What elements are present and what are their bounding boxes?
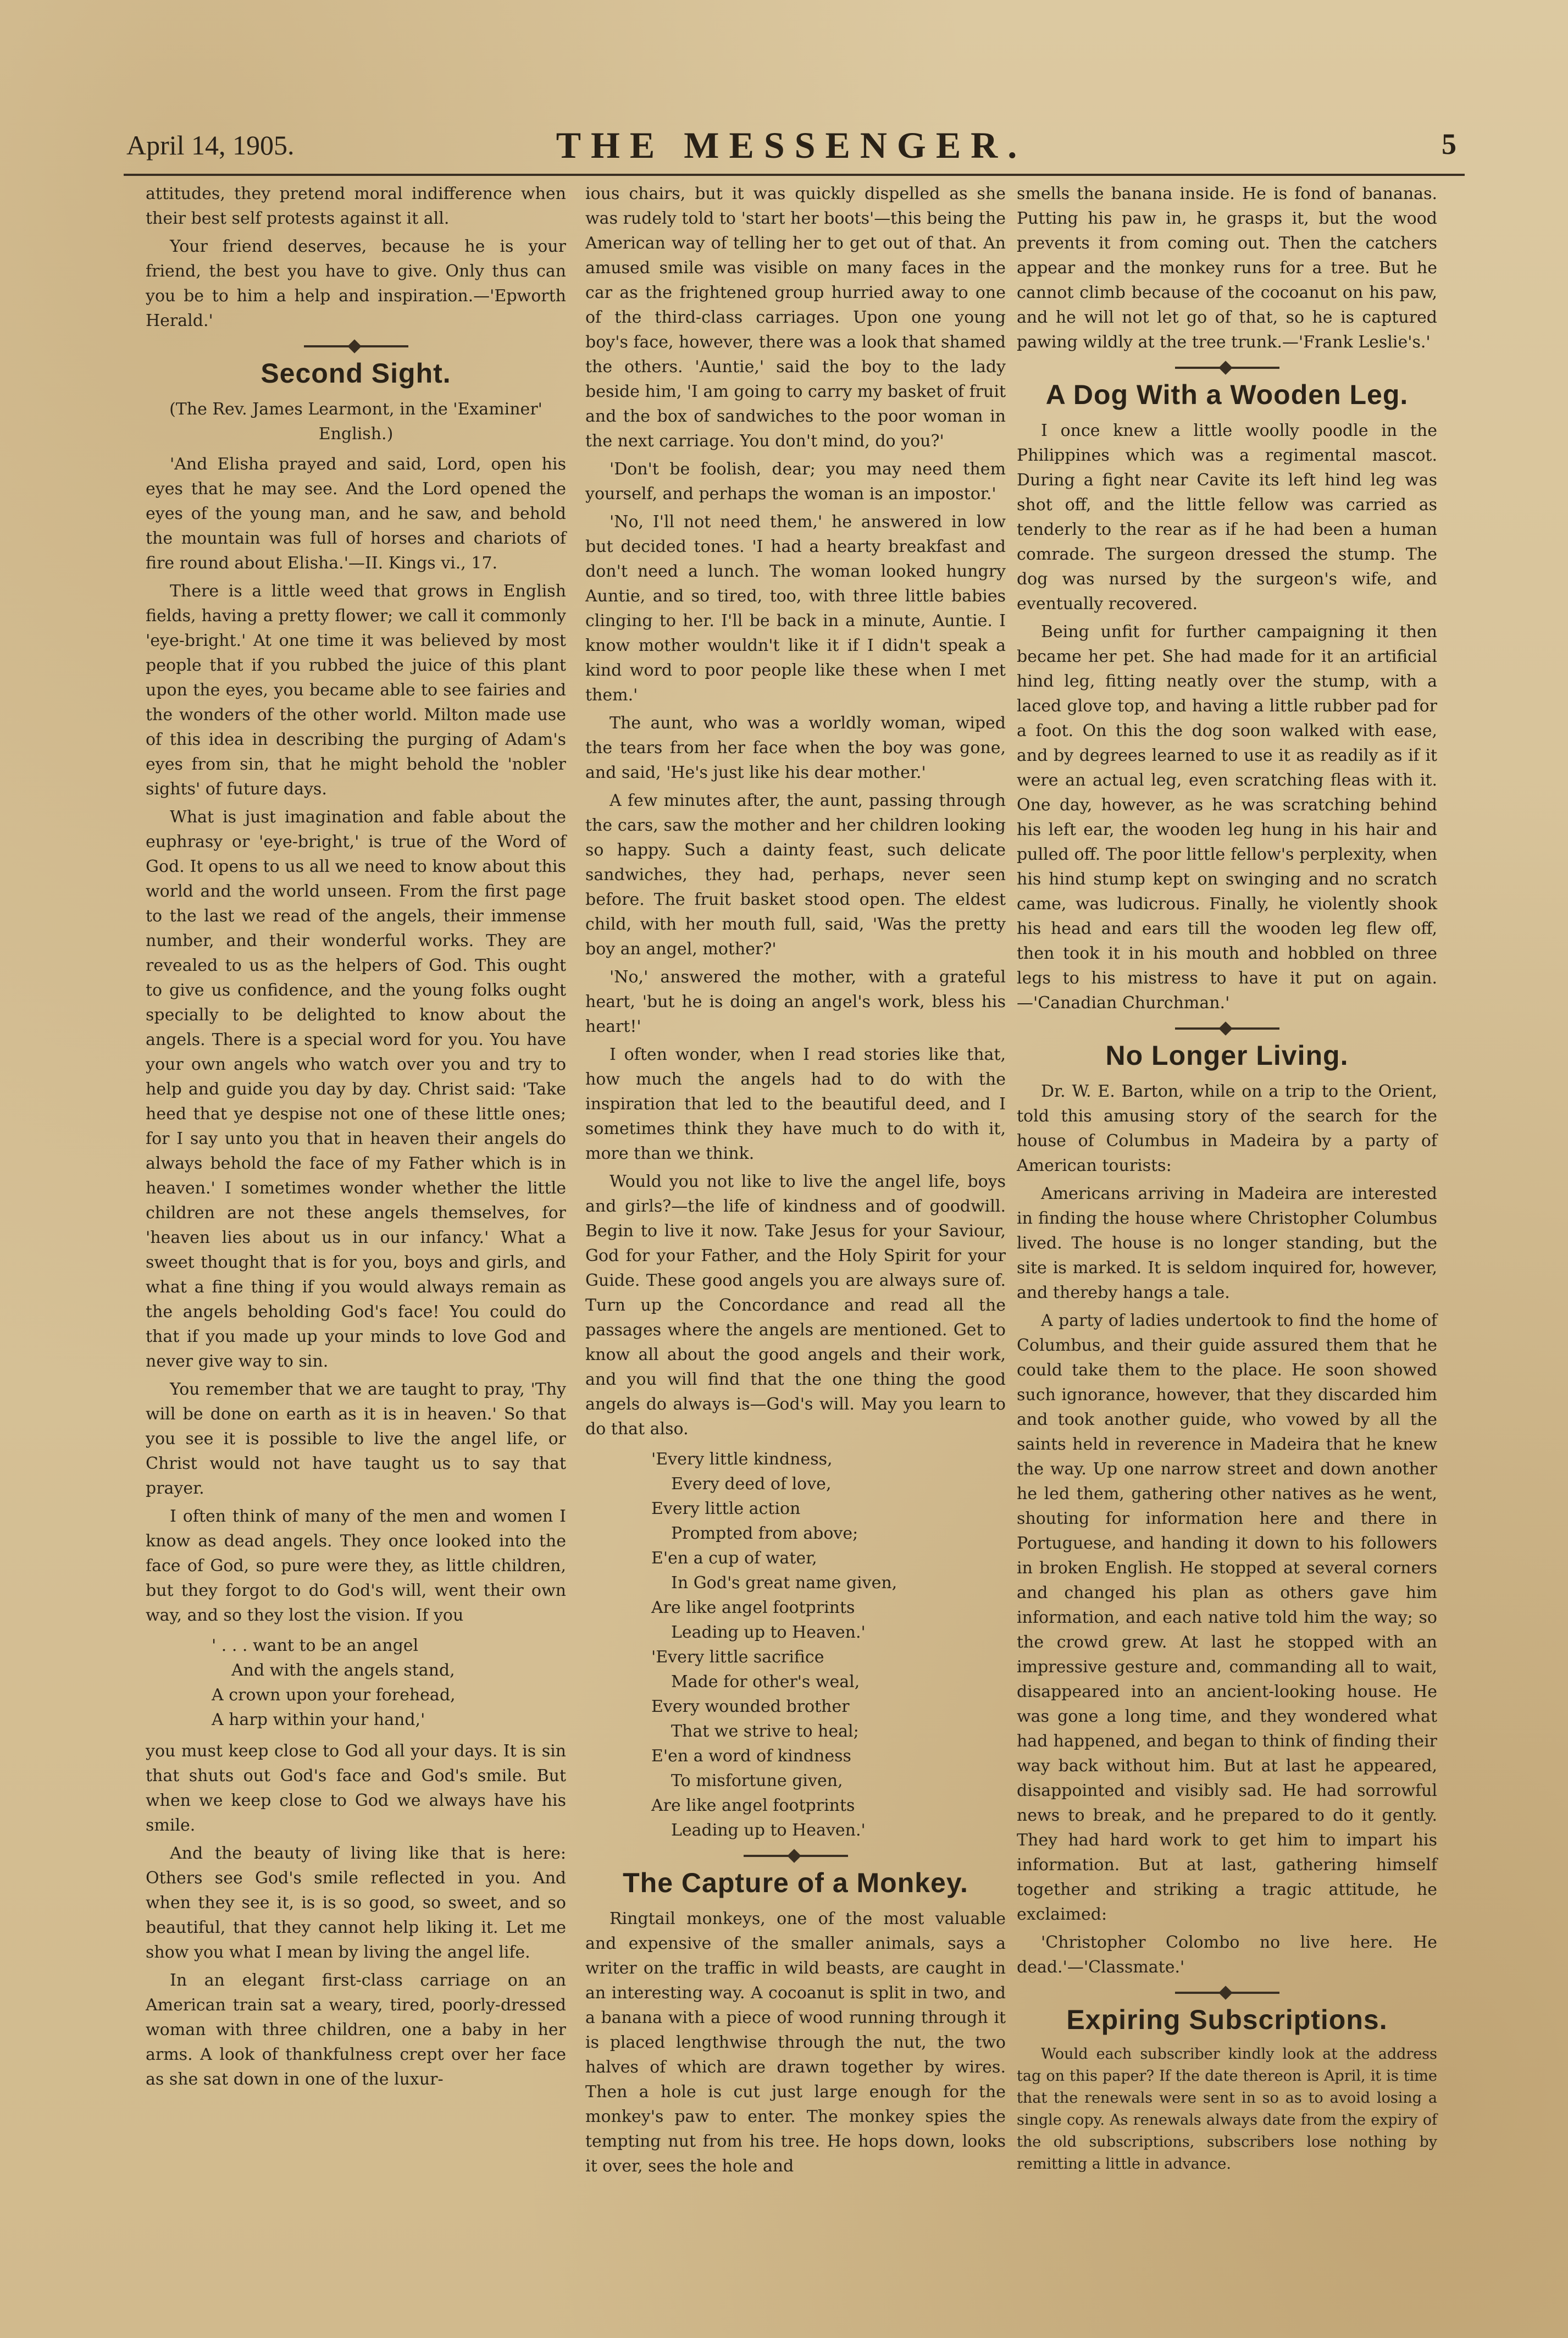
newspaper-title: THE MESSENGER. — [556, 124, 1027, 166]
column-3 — [1017, 181, 1437, 2179]
article-heading-dog: A Dog With a Wooden Leg. — [1045, 379, 1409, 410]
section-divider — [304, 345, 408, 347]
verse-line: Made for other's weal, — [671, 1672, 860, 1692]
page-number: 5 — [1442, 128, 1456, 161]
masthead-rule — [124, 174, 1465, 176]
verse-line: 'Every little kindness, — [651, 1450, 833, 1469]
verse-line: Every wounded brother — [651, 1697, 850, 1716]
paragraph: 'Christopher Colombo no live here. He dead.'—'Classmate.' — [1017, 1933, 1437, 1977]
paragraph: 'Don't be foolish, dear; you may need them yourself, and perhaps the woman is an impostor.' — [585, 460, 1006, 504]
verse-line: A crown upon your forehead, — [212, 1685, 456, 1705]
paragraph: I often wonder, when I read stories like that, how much the angels had to do with the inspiration that led to the beautiful deed, and I sometimes think they have much to do with it, more than we think. — [585, 1045, 1006, 1163]
article-heading-expiring-subscriptions: Expiring Subscriptions. — [1066, 2004, 1388, 2035]
verse-line: E'en a word of kindness — [651, 1746, 851, 1766]
verse-line: Leading up to Heaven.' — [671, 1821, 866, 1840]
article-byline: (The Rev. James Learmont, in the 'Examiner' English.) — [169, 400, 542, 444]
paragraph: Ringtail monkeys, one of the most valuable and expensive of the smaller animals, says a writer on the traffic in wild beasts, are caught in an interesting way. A cocoanut is split in two, and a banana with a piece of wood running through it is placed lengthwise through the nut, the two halves of which are drawn together by wires. Then a hole is cut just large enough for the monkey's paw to enter. The monkey spies the tempting nut from his tree. He hops down, looks it over, sees the hole and — [585, 1909, 1006, 2176]
paragraph: 'And Elisha prayed and said, Lord, open his eyes that he may see. And the Lord opened the eyes of the young man, and he saw, and behold the mountain was full of horses and chariots of fire round about Elisha.'—II. Kings vi., 17. — [146, 455, 566, 573]
verse-line: A harp within your hand,' — [212, 1710, 425, 1729]
verse-line: E'en a cup of water, — [651, 1549, 817, 1568]
section-divider — [1175, 1992, 1279, 1994]
article-heading-second-sight: Second Sight. — [261, 358, 451, 389]
article-heading-no-longer-living: No Longer Living. — [1105, 1040, 1349, 1071]
paragraph: I often think of many of the men and women I know as dead angels. They once looked into the face of God, so pure were they, as little children, but they forgot to do God's will, went their own way, and so they lost the vision. If you — [146, 1507, 566, 1625]
verse-line: Are like angel footprints — [651, 1796, 855, 1815]
verse — [212, 1633, 566, 1732]
verse-line: Every deed of love, — [671, 1474, 832, 1494]
paragraph: Americans arriving in Madeira are interested in finding the house where Christopher Columbus lived. The house is no longer standing, but the site is marked. It is seldom inquired for, however, and thereby hangs a tale. — [1017, 1184, 1437, 1302]
paragraph: Would each subscriber kindly look at the address tag on this paper? If the date thereon is April, it is time that the renewals were sent in so as to avoid losing a single copy. As renewals always date from the expiry of the old subscriptions, subscribers lose nothing by remitting a little in advance. — [1017, 2046, 1437, 2173]
column-2 — [585, 181, 1006, 2182]
paragraph: Dr. W. E. Barton, while on a trip to the Orient, told this amusing story of the search for the house of Columbus in Madeira by a party of American tourists: — [1017, 1082, 1437, 1175]
paragraph: ious chairs, but it was quickly dispelled as she was rudely told to 'start her boots'—this being the American way of telling her to get out of that. An amused smile was visible on many faces in the car as the frightened group hurried away to one of the third-class carriages. Upon one young boy's face, however, there was a look that shamed the others. 'Auntie,' said the boy to the lady beside him, 'I am going to carry my basket of fruit and the box of sandwiches to the poor woman in the next carriage. You don't mind, do you?' — [585, 184, 1006, 451]
paragraph: 'No, I'll not need them,' he answered in low but decided tones. 'I had a hearty breakfast and don't need a lunch. The woman looked hungry Auntie, and so tired, too, with three little babies clinging to her. I'll be back in a minute, Auntie. I know mother wouldn't like it if I didn't speak a kind word to poor people like these when I met them.' — [585, 512, 1006, 705]
paragraph: You remember that we are taught to pray, 'Thy will be done on earth as it is in heaven.' So that you see it is possible to live the angel life, or Christ would not have taught us to say that prayer. — [146, 1380, 566, 1498]
section-divider — [1175, 367, 1279, 369]
section-divider — [1175, 1027, 1279, 1030]
paragraph: attitudes, they pretend moral indifference when their best self protests against it all. — [146, 184, 566, 228]
paragraph: I once knew a little woolly poodle in the Philippines which was a regimental mascot. During a fight near Cavite its left hind leg was shot off, and the little fellow was carried as tenderly to the rear as if he had been a human comrade. The surgeon dressed the stump. The dog was nursed by the surgeon's wife, and eventually recovered. — [1017, 421, 1437, 613]
section-divider — [744, 1855, 848, 1857]
paragraph: There is a little weed that grows in English fields, having a pretty flower; we call it commonly 'eye-bright.' At one time it was believed by most people that if you rubbed the juice of this plant upon the eyes, you became able to see fairies and the wonders of the other world. Milton made use of this idea in describing the purging of Adam's eyes from sin, that he might behold the 'nobler sights' of future days. — [146, 582, 566, 799]
paragraph: Being unfit for further campaigning it then became her pet. She had made for it an artificial hind leg, fitting neatly over the stump, with a laced glove top, and having a little rubber pad for a foot. On this the dog soon walked with ease, and by degrees learned to use it as readily as if it were an actual leg, even scratching fleas with it. One day, however, as he was scratching behind his left ear, the wooden leg hung in his hair and pulled off. The poor little fellow's perplexity, when his hind stump kept on swinging and no scratch came, was ludicrous. Finally, he violently shook his head and ears till the wooden leg flew off, then took it in his mouth and hobbled on three legs to his mistress to have it put on again.—'Canadian Churchman.' — [1017, 622, 1437, 1013]
paragraph: 'No,' answered the mother, with a grateful heart, 'but he is doing an angel's work, bless his heart!' — [585, 968, 1006, 1036]
verse-line: ' . . . want to be an angel — [212, 1636, 419, 1655]
paragraph: A few minutes after, the aunt, passing through the cars, saw the mother and her children looking so happy. Such a dainty feast, such delicate sandwiches, they had, perhaps, never seen before. The fruit basket stood open. The eldest child, with her mouth full, said, 'Was the pretty boy an angel, mother?' — [585, 791, 1006, 959]
column-1 — [146, 181, 566, 2095]
verse-line: And with the angels stand, — [231, 1661, 455, 1680]
masthead — [126, 124, 1456, 173]
paragraph: Your friend deserves, because he is your friend, the best you have to give. Only thus can you be to him a help and inspiration.—'Epworth Herald.' — [146, 237, 566, 330]
paragraph: Would you not like to live the angel life, boys and girls?—the life of kindness and of goodwill. Begin to live it now. Take Jesus for your Saviour, God for your Father, and the Holy Spirit for your Guide. These good angels you are always sure of. Turn up the Concordance and read all the passages where the angels are mentioned. Get to know all about the good angels and their work, and you will find that the one thing the good angels do always is—God's will. May you learn to do that also. — [585, 1172, 1006, 1439]
verse-line: Prompted from above; — [671, 1524, 858, 1543]
verse-line: To misfortune given, — [671, 1771, 843, 1790]
verse-line: In God's great name given, — [671, 1573, 897, 1593]
paragraph: The aunt, who was a worldly woman, wiped the tears from her face when the boy was gone, and said, 'He's just like his dear mother.' — [585, 714, 1006, 782]
verse-line: Every little action — [651, 1499, 801, 1518]
paragraph: you must keep close to God all your days. It is sin that shuts out God's face and God's smile. But when we keep close to God we always have his smile. — [146, 1742, 566, 1835]
verse-line: 'Every little sacrifice — [651, 1648, 824, 1667]
verse-line: Leading up to Heaven.' — [671, 1623, 866, 1642]
verse — [651, 1447, 1006, 1843]
issue-date: April 14, 1905. — [126, 130, 295, 161]
paragraph: What is just imagination and fable about the euphrasy or 'eye-bright,' is true of the Word of God. It opens to us all we need to know about this world and the world unseen. From the first page to the last we read of the angels, their immense number, and their wonderful works. They are revealed to us as the helpers of God. This ought to give us confidence, and the young folks ought specially to be delighted to know about the angels. There is a special word for you. You have your own angels who watch over you and try to help and guide you day by day. Christ said: 'Take heed that ye despise not one of these little ones; for I say unto you that in heaven their angels do always behold the face of my Father which is in heaven.' I sometimes wonder whether the little children are not these angels themselves, for 'heaven lies about us in our infancy.' What a sweet thought that is for you, boys and girls, and what a fine thing if you would always remain as the angels beholding God's face! You could do that if you made up your minds to love God and never give way to sin. — [146, 808, 566, 1371]
verse-line: That we strive to heal; — [671, 1722, 859, 1741]
paragraph: And the beauty of living like that is here: Others see God's smile reflected in you. And when they see it, is is so good, so sweet, and so beautiful, that they cannot help liking it. Let me show you what I mean by living the angel life. — [146, 1844, 566, 1962]
paragraph: In an elegant first-class carriage on an American train sat a weary, tired, poorly-dressed woman with three children, one a baby in her arms. A look of thankfulness crept over her face as she sat down in one of the luxur- — [146, 1971, 566, 2089]
paragraph: A party of ladies undertook to find the home of Columbus, and their guide assured them that he could take them to the place. He soon showed such ignorance, however, that they discarded him and took another guide, who vowed by all the saints held in reverence in Madeira that he knew the way. Up one narrow street and down another he led them, gathering other natives as he went, shouting for information here and there in Portuguese, and handing it down to his followers in broken English. He stopped at several corners and changed his plan as others gave him information, and each native told him the way; so the crowd grew. At last he stopped with an impressive gesture and, commanding all to wait, disappeared into an ancient-looking house. He was gone a long time, and they wondered what had happened, and began to think of finding their way back without him. But at last he appeared, disappointed and visibly sad. He had sorrowful news to break, and he prepared to do it gently. They had hard work to get him to impart his information. But at last, gathering himself together and striking a tragic attitude, he exclaimed: — [1017, 1311, 1437, 1924]
paragraph: smells the banana inside. He is fond of bananas. Putting his paw in, he grasps it, but the wood prevents it from coming out. Then the catchers appear and the monkey runs for a tree. But he cannot climb because of the cocoanut on his paw, and he will not let go of that, so he is captured pawing wildly at the tree trunk.—'Frank Leslie's.' — [1017, 184, 1437, 352]
verse-line: Are like angel footprints — [651, 1598, 855, 1617]
article-heading-monkey: The Capture of a Monkey. — [623, 1867, 968, 1898]
